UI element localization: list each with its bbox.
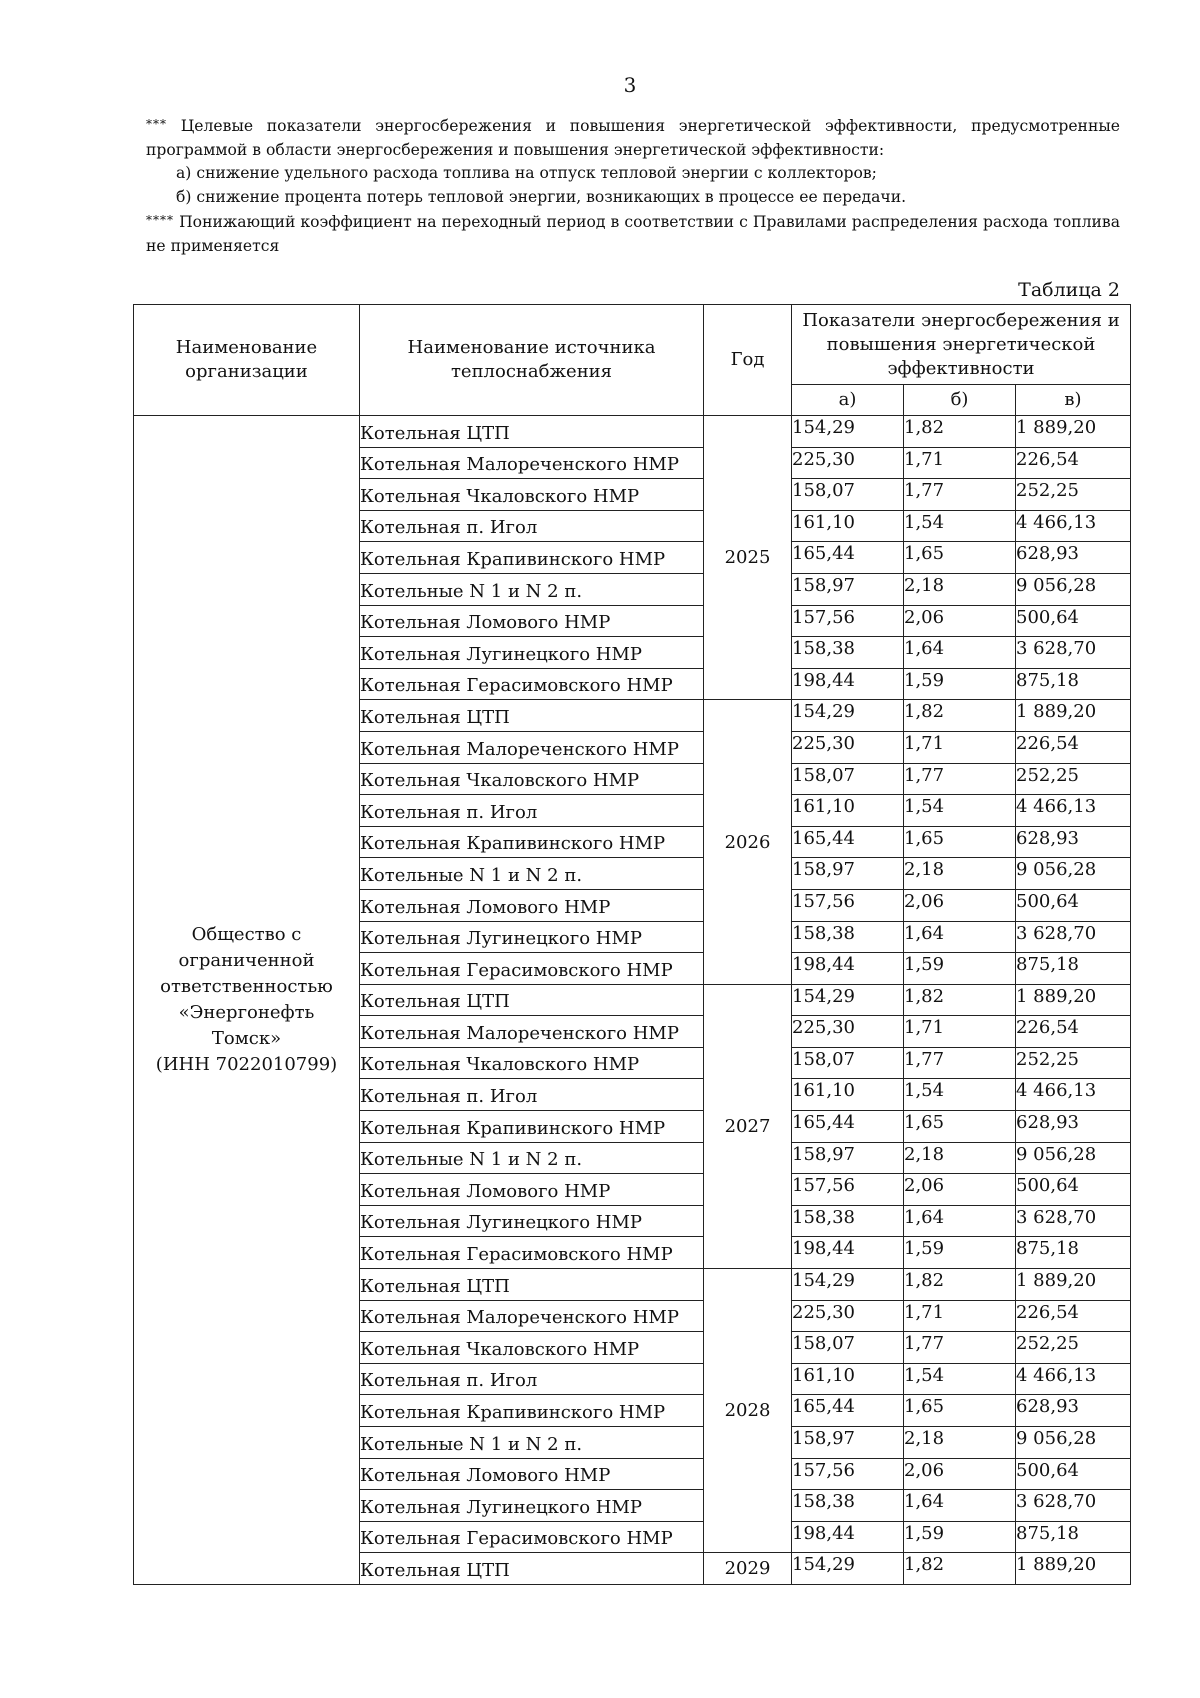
source-cell: Котельная Малореченского НМР <box>360 447 704 479</box>
value-c-cell: 226,54 <box>1016 447 1131 479</box>
value-b-cell: 1,65 <box>904 1395 1016 1427</box>
value-c-cell: 875,18 <box>1016 953 1131 985</box>
value-b-cell: 2,18 <box>904 1427 1016 1459</box>
source-cell: Котельная Герасимовского НМР <box>360 1237 704 1269</box>
value-a-cell: 154,29 <box>792 416 904 448</box>
header-col-c: в) <box>1016 385 1131 416</box>
header-source: Наименование источника теплоснабжения <box>360 305 704 416</box>
value-a-cell: 158,07 <box>792 1332 904 1364</box>
source-cell: Котельная Лугинецкого НМР <box>360 921 704 953</box>
value-c-cell: 628,93 <box>1016 826 1131 858</box>
value-b-cell: 1,54 <box>904 510 1016 542</box>
value-a-cell: 165,44 <box>792 542 904 574</box>
value-a-cell: 158,38 <box>792 1205 904 1237</box>
value-a-cell: 158,07 <box>792 763 904 795</box>
value-c-cell: 252,25 <box>1016 479 1131 511</box>
header-indicators: Показатели энергосбережения и повышения энергетической эффективности <box>792 305 1131 385</box>
value-c-cell: 3 628,70 <box>1016 637 1131 669</box>
value-a-cell: 157,56 <box>792 1174 904 1206</box>
source-cell: Котельная ЦТП <box>360 984 704 1016</box>
table-row <box>134 416 1131 448</box>
page-number: 3 <box>623 73 637 97</box>
source-cell: Котельная Ломового НМР <box>360 1174 704 1206</box>
source-cell: Котельная ЦТП <box>360 700 704 732</box>
source-cell: Котельные N 1 и N 2 п. <box>360 858 704 890</box>
value-b-cell: 1,71 <box>904 731 1016 763</box>
source-cell: Котельная п. Игол <box>360 1363 704 1395</box>
value-b-cell: 1,65 <box>904 826 1016 858</box>
value-c-cell: 226,54 <box>1016 1300 1131 1332</box>
value-a-cell: 158,38 <box>792 1490 904 1522</box>
value-c-cell: 1 889,20 <box>1016 1269 1131 1301</box>
header-year: Год <box>704 305 792 416</box>
organization-line5: Томск» <box>211 1027 282 1049</box>
value-a-cell: 154,29 <box>792 1269 904 1301</box>
year-cell: 2029 <box>704 1553 792 1585</box>
value-b-cell: 1,77 <box>904 1047 1016 1079</box>
source-cell: Котельная Лугинецкого НМР <box>360 637 704 669</box>
value-b-cell: 2,06 <box>904 1458 1016 1490</box>
header-col-a: а) <box>792 385 904 416</box>
value-c-cell: 226,54 <box>1016 1016 1131 1048</box>
value-b-cell: 1,65 <box>904 542 1016 574</box>
organization-line6: (ИНН 7022010799) <box>155 1053 338 1075</box>
value-a-cell: 158,97 <box>792 858 904 890</box>
value-b-cell: 2,18 <box>904 858 1016 890</box>
value-c-cell: 252,25 <box>1016 1332 1131 1364</box>
value-b-cell: 1,77 <box>904 1332 1016 1364</box>
value-a-cell: 165,44 <box>792 1395 904 1427</box>
footnote-3-marker: *** <box>146 117 167 131</box>
value-b-cell: 1,71 <box>904 1300 1016 1332</box>
value-b-cell: 2,06 <box>904 605 1016 637</box>
source-cell: Котельная ЦТП <box>360 416 704 448</box>
value-c-cell: 3 628,70 <box>1016 1490 1131 1522</box>
value-c-cell: 875,18 <box>1016 1521 1131 1553</box>
value-c-cell: 9 056,28 <box>1016 573 1131 605</box>
source-cell: Котельные N 1 и N 2 п. <box>360 1427 704 1459</box>
value-c-cell: 252,25 <box>1016 1047 1131 1079</box>
value-c-cell: 226,54 <box>1016 731 1131 763</box>
organization-line1: Общество с <box>191 923 302 945</box>
source-cell: Котельная Ломового НМР <box>360 889 704 921</box>
value-b-cell: 1,64 <box>904 637 1016 669</box>
source-cell: Котельная Чкаловского НМР <box>360 763 704 795</box>
source-cell: Котельная п. Игол <box>360 795 704 827</box>
footnote-3-item-a: а) снижение удельного расхода топлива на отпуск тепловой энергии с коллекторов; <box>176 164 877 182</box>
value-b-cell: 1,64 <box>904 1490 1016 1522</box>
value-b-cell: 1,59 <box>904 1237 1016 1269</box>
value-c-cell: 9 056,28 <box>1016 1427 1131 1459</box>
value-a-cell: 225,30 <box>792 1016 904 1048</box>
value-b-cell: 1,71 <box>904 447 1016 479</box>
source-cell: Котельная п. Игол <box>360 510 704 542</box>
value-c-cell: 4 466,13 <box>1016 510 1131 542</box>
source-cell: Котельная Чкаловского НМР <box>360 1332 704 1364</box>
value-a-cell: 154,29 <box>792 1553 904 1585</box>
value-c-cell: 3 628,70 <box>1016 1205 1131 1237</box>
value-b-cell: 1,64 <box>904 921 1016 953</box>
value-a-cell: 157,56 <box>792 889 904 921</box>
value-b-cell: 1,82 <box>904 984 1016 1016</box>
footnote-3-item-b: б) снижение процента потерь тепловой энергии, возникающих в процессе ее передачи. <box>176 187 907 206</box>
value-c-cell: 1 889,20 <box>1016 700 1131 732</box>
source-cell: Котельная Ломового НМР <box>360 1458 704 1490</box>
value-a-cell: 225,30 <box>792 447 904 479</box>
value-a-cell: 158,38 <box>792 921 904 953</box>
source-cell: Котельная п. Игол <box>360 1079 704 1111</box>
value-b-cell: 1,82 <box>904 416 1016 448</box>
source-cell: Котельная Крапивинского НМР <box>360 826 704 858</box>
value-a-cell: 158,97 <box>792 1427 904 1459</box>
source-cell: Котельная Крапивинского НМР <box>360 1395 704 1427</box>
value-c-cell: 628,93 <box>1016 542 1131 574</box>
value-a-cell: 154,29 <box>792 700 904 732</box>
value-a-cell: 165,44 <box>792 1111 904 1143</box>
value-b-cell: 2,18 <box>904 573 1016 605</box>
value-b-cell: 2,18 <box>904 1142 1016 1174</box>
value-c-cell: 4 466,13 <box>1016 1363 1131 1395</box>
value-c-cell: 1 889,20 <box>1016 1553 1131 1585</box>
header-col-b: б) <box>904 385 1016 416</box>
source-cell: Котельная Герасимовского НМР <box>360 668 704 700</box>
source-cell: Котельная ЦТП <box>360 1269 704 1301</box>
value-a-cell: 198,44 <box>792 1521 904 1553</box>
organization-line4: «Энергонефть <box>178 1001 315 1023</box>
header-organization: Наименование организации <box>134 305 360 416</box>
value-c-cell: 875,18 <box>1016 1237 1131 1269</box>
value-a-cell: 158,97 <box>792 1142 904 1174</box>
value-a-cell: 158,97 <box>792 573 904 605</box>
value-a-cell: 157,56 <box>792 605 904 637</box>
footnote-4 <box>146 209 1120 258</box>
organization-cell <box>134 416 360 1585</box>
footnote-4-text: Понижающий коэффициент на переходный период в соответствии с Правилами распределения расхода топлива не применяется <box>146 213 1120 255</box>
source-cell: Котельная Крапивинского НМР <box>360 1111 704 1143</box>
value-b-cell: 1,82 <box>904 700 1016 732</box>
year-cell: 2027 <box>704 984 792 1268</box>
source-cell: Котельные N 1 и N 2 п. <box>360 573 704 605</box>
value-c-cell: 1 889,20 <box>1016 416 1131 448</box>
value-a-cell: 154,29 <box>792 984 904 1016</box>
value-c-cell: 3 628,70 <box>1016 921 1131 953</box>
value-b-cell: 1,82 <box>904 1269 1016 1301</box>
source-cell: Котельные N 1 и N 2 п. <box>360 1142 704 1174</box>
value-a-cell: 158,07 <box>792 1047 904 1079</box>
value-a-cell: 161,10 <box>792 1079 904 1111</box>
energy-indicators-table <box>133 304 1131 1585</box>
value-c-cell: 252,25 <box>1016 763 1131 795</box>
value-b-cell: 1,59 <box>904 668 1016 700</box>
value-c-cell: 628,93 <box>1016 1395 1131 1427</box>
value-a-cell: 161,10 <box>792 795 904 827</box>
source-cell: Котельная Малореченского НМР <box>360 1300 704 1332</box>
value-a-cell: 157,56 <box>792 1458 904 1490</box>
value-a-cell: 225,30 <box>792 1300 904 1332</box>
source-cell: Котельная ЦТП <box>360 1553 704 1585</box>
value-c-cell: 1 889,20 <box>1016 984 1131 1016</box>
value-c-cell: 500,64 <box>1016 1458 1131 1490</box>
value-c-cell: 4 466,13 <box>1016 795 1131 827</box>
value-b-cell: 1,59 <box>904 1521 1016 1553</box>
value-c-cell: 9 056,28 <box>1016 1142 1131 1174</box>
value-b-cell: 1,77 <box>904 479 1016 511</box>
value-a-cell: 158,38 <box>792 637 904 669</box>
table-caption: Таблица 2 <box>1018 279 1120 301</box>
value-c-cell: 875,18 <box>1016 668 1131 700</box>
value-a-cell: 158,07 <box>792 479 904 511</box>
table-body <box>134 416 1131 1585</box>
value-a-cell: 165,44 <box>792 826 904 858</box>
value-b-cell: 1,54 <box>904 1079 1016 1111</box>
organization-line2: ограниченной <box>178 949 315 971</box>
year-cell: 2026 <box>704 700 792 984</box>
value-a-cell: 198,44 <box>792 953 904 985</box>
value-a-cell: 225,30 <box>792 731 904 763</box>
value-b-cell: 2,06 <box>904 1174 1016 1206</box>
value-b-cell: 2,06 <box>904 889 1016 921</box>
source-cell: Котельная Малореченского НМР <box>360 1016 704 1048</box>
source-cell: Котельная Герасимовского НМР <box>360 1521 704 1553</box>
value-a-cell: 161,10 <box>792 1363 904 1395</box>
source-cell: Котельная Чкаловского НМР <box>360 479 704 511</box>
value-b-cell: 1,59 <box>904 953 1016 985</box>
footnotes <box>146 113 1120 258</box>
value-a-cell: 161,10 <box>792 510 904 542</box>
value-b-cell: 1,54 <box>904 795 1016 827</box>
value-b-cell: 1,65 <box>904 1111 1016 1143</box>
source-cell: Котельная Лугинецкого НМР <box>360 1205 704 1237</box>
value-c-cell: 500,64 <box>1016 889 1131 921</box>
value-b-cell: 1,82 <box>904 1553 1016 1585</box>
value-b-cell: 1,64 <box>904 1205 1016 1237</box>
organization-line3: ответственностью <box>160 975 333 997</box>
value-a-cell: 198,44 <box>792 668 904 700</box>
source-cell: Котельная Чкаловского НМР <box>360 1047 704 1079</box>
footnote-3-text: Целевые показатели энергосбережения и повышения энергетической эффективности, предусмотренные программой в области энергосбережения и повышения энергетической эффективности: <box>146 117 1120 159</box>
value-b-cell: 1,77 <box>904 763 1016 795</box>
year-cell: 2025 <box>704 416 792 700</box>
value-c-cell: 4 466,13 <box>1016 1079 1131 1111</box>
source-cell: Котельная Герасимовского НМР <box>360 953 704 985</box>
year-cell: 2028 <box>704 1269 792 1553</box>
value-b-cell: 1,71 <box>904 1016 1016 1048</box>
value-c-cell: 9 056,28 <box>1016 858 1131 890</box>
source-cell: Котельная Малореченского НМР <box>360 731 704 763</box>
value-c-cell: 500,64 <box>1016 1174 1131 1206</box>
source-cell: Котельная Крапивинского НМР <box>360 542 704 574</box>
source-cell: Котельная Ломового НМР <box>360 605 704 637</box>
value-c-cell: 500,64 <box>1016 605 1131 637</box>
footnote-3 <box>146 113 1120 162</box>
value-a-cell: 198,44 <box>792 1237 904 1269</box>
source-cell: Котельная Лугинецкого НМР <box>360 1490 704 1522</box>
footnote-4-marker: **** <box>146 213 174 227</box>
value-b-cell: 1,54 <box>904 1363 1016 1395</box>
value-c-cell: 628,93 <box>1016 1111 1131 1143</box>
